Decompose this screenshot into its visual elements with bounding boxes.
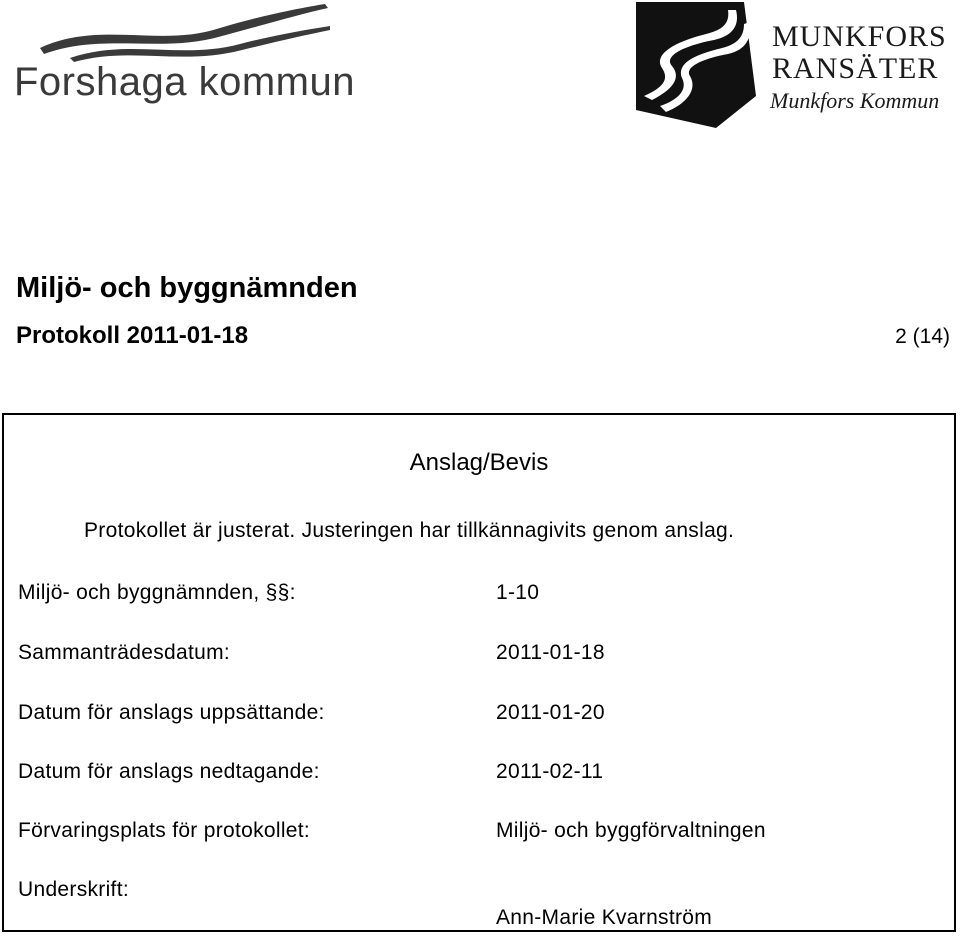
sections-label: Miljö- och byggnämnden, §§:	[18, 581, 296, 604]
ransater-text: RANSÄTER	[772, 52, 939, 85]
notice-box	[2, 413, 956, 932]
munkfors-text: MUNKFORS	[772, 20, 947, 53]
page-number: 2 (14)	[895, 325, 950, 348]
storage-place-label: Förvaringsplats för protokollet:	[18, 819, 311, 842]
meeting-date-value: 2011-01-18	[496, 641, 605, 664]
sections-value: 1-10	[496, 581, 540, 604]
munkfors-kommun-logo	[632, 0, 960, 130]
notice-intro: Protokollet är justerat. Justeringen har tillkännagivits genom anslag.	[84, 519, 735, 542]
notice-title: Anslag/Bevis	[409, 449, 549, 476]
committee-title: Miljö- och byggnämnden	[16, 272, 358, 304]
storage-place-value: Miljö- och byggförvaltningen	[496, 819, 766, 842]
signature-name: Ann-Marie Kvarnström	[496, 906, 713, 929]
removal-date-value: 2011-02-11	[496, 760, 604, 783]
forshaga-wordmark: Forshaga kommun	[14, 60, 355, 104]
munkfors-kommun-text: Munkfors Kommun	[770, 88, 940, 113]
posting-date-label: Datum för anslags uppsättande:	[18, 701, 325, 724]
meeting-date-label: Sammanträdesdatum:	[18, 641, 230, 664]
river-emblem	[632, 0, 762, 130]
signature-label: Underskrift:	[18, 878, 129, 901]
posting-date-value: 2011-01-20	[496, 701, 605, 724]
removal-date-label: Datum för anslags nedtagande:	[18, 760, 320, 783]
forshaga-kommun-logo	[10, 0, 355, 120]
protocol-date: Protokoll 2011-01-18	[16, 322, 249, 349]
